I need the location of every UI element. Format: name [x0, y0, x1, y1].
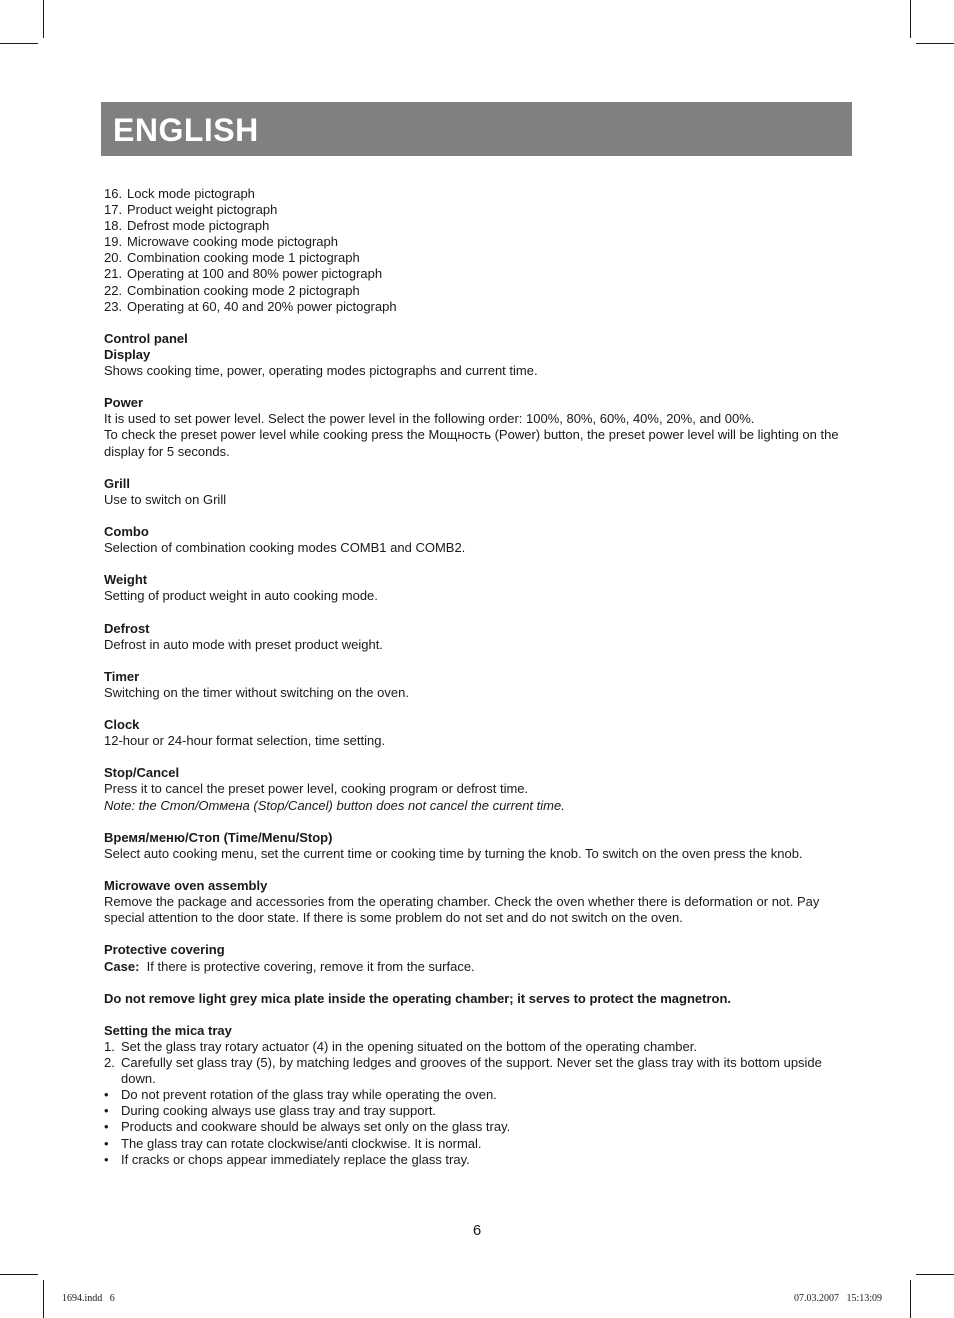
subsection-heading: Defrost	[104, 620, 150, 636]
warning-text: Do not remove light grey mica plate inside the operating chamber; it serves to protect the magnetron.	[104, 990, 732, 1006]
file-slug: 1694.indd 6	[62, 1293, 115, 1304]
list-item: 2. Carefully set glass tray (5), by matching ledges and grooves of the support. Never set the glass tray with its bottom upside down.	[104, 1055, 822, 1087]
body-text: 12-hour or 24-hour format selection, time setting.	[104, 733, 386, 749]
tray-steps-list	[104, 1039, 854, 1168]
language-banner	[101, 102, 852, 156]
subsection-heading: Power	[104, 395, 144, 411]
list-item: 17. Product weight pictograph	[104, 202, 278, 218]
section-heading: Protective covering	[104, 942, 225, 958]
body-text: Selection of combination cooking modes COMB1 and COMB2.	[104, 540, 466, 556]
crop-mark	[916, 1274, 954, 1275]
date-slug: 07.03.2007 15:13:09	[793, 1293, 882, 1304]
body-text: Shows cooking time, power, operating modes pictographs and current time.	[104, 363, 538, 379]
case-text: If there is protective covering, remove it from the surface.	[139, 958, 475, 974]
subsection-heading: Stop/Cancel	[104, 765, 180, 781]
list-item: • The glass tray can rotate clockwise/anti clockwise. It is normal.	[104, 1135, 482, 1151]
body-text: To check the preset power level while cooking press the Мощность (Power) button, the preset power level will be lighting on the display for 5 seconds.	[104, 427, 839, 459]
crop-mark	[43, 1280, 44, 1318]
crop-mark	[910, 0, 911, 38]
page-number: 6	[472, 1222, 482, 1239]
pictograph-list	[104, 186, 854, 315]
crop-mark	[43, 0, 44, 38]
list-item: 16. Lock mode pictograph	[104, 186, 255, 201]
crop-mark	[0, 1274, 38, 1275]
crop-mark	[0, 43, 38, 44]
crop-mark	[916, 43, 954, 44]
crop-mark	[910, 1280, 911, 1318]
list-item: • During cooking always use glass tray and tray support.	[104, 1103, 437, 1119]
subsection-heading: Время/меню/Стоп (Time/Menu/Stop)	[104, 829, 333, 845]
list-item: 22. Combination cooking mode 2 pictograph	[104, 282, 360, 298]
list-item: 19. Microwave cooking mode pictograph	[104, 234, 338, 250]
manual-content	[104, 186, 854, 1168]
list-item: 23. Operating at 60, 40 and 20% power pictograph	[104, 298, 397, 314]
body-text: Remove the package and accessories from the operating chamber. Check the oven whether there is deformation or not. Pay special attention to the door state. If there is some problem do not set and do not switch on the oven.	[104, 894, 820, 926]
section-heading: Setting the mica tray	[104, 1022, 232, 1038]
section-heading: Control panel	[104, 330, 188, 346]
list-item: • Products and cookware should be always set only on the glass tray.	[104, 1119, 511, 1135]
page-title: ENGLISH	[113, 112, 259, 148]
section-heading: Microwave oven assembly	[104, 878, 268, 894]
list-item: 1. Set the glass tray rotary actuator (4) in the opening situated on the bottom of the operating chamber.	[104, 1038, 697, 1054]
list-item: • Do not prevent rotation of the glass tray while operating the oven.	[104, 1087, 497, 1103]
subsection-heading: Grill	[104, 475, 131, 491]
list-item: • If cracks or chops appear immediately replace the glass tray.	[104, 1151, 470, 1167]
note-text: Note: the Стоп/Отмена (Stop/Cancel) button does not cancel the current time.	[104, 797, 565, 813]
body-text: Use to switch on Grill	[104, 491, 227, 507]
list-item: 21. Operating at 100 and 80% power pictograph	[104, 266, 383, 282]
case-label: Case:	[104, 958, 140, 974]
body-text: Switching on the timer without switching on the oven.	[104, 684, 409, 700]
list-item: 18. Defrost mode pictograph	[104, 218, 270, 234]
subsection-heading: Clock	[104, 717, 140, 733]
list-item: 20. Combination cooking mode 1 pictograph	[104, 250, 360, 266]
body-text: Setting of product weight in auto cooking mode.	[104, 588, 378, 604]
subsection-heading: Weight	[104, 572, 148, 588]
subsection-heading: Timer	[104, 668, 140, 684]
body-text: Defrost in auto mode with preset product weight.	[104, 636, 383, 652]
body-text: It is used to set power level. Select the power level in the following order: 100%, 80%, 60%, 40%, 20%, and 00%.	[104, 411, 755, 427]
body-text	[104, 959, 854, 975]
body-text: Select auto cooking menu, set the current time or cooking time by turning the knob. To switch on the oven press the knob.	[104, 845, 803, 861]
body-text: Press it to cancel the preset power level, cooking program or defrost time.	[104, 781, 529, 797]
subsection-heading: Combo	[104, 523, 149, 539]
subsection-heading: Display	[104, 346, 151, 362]
